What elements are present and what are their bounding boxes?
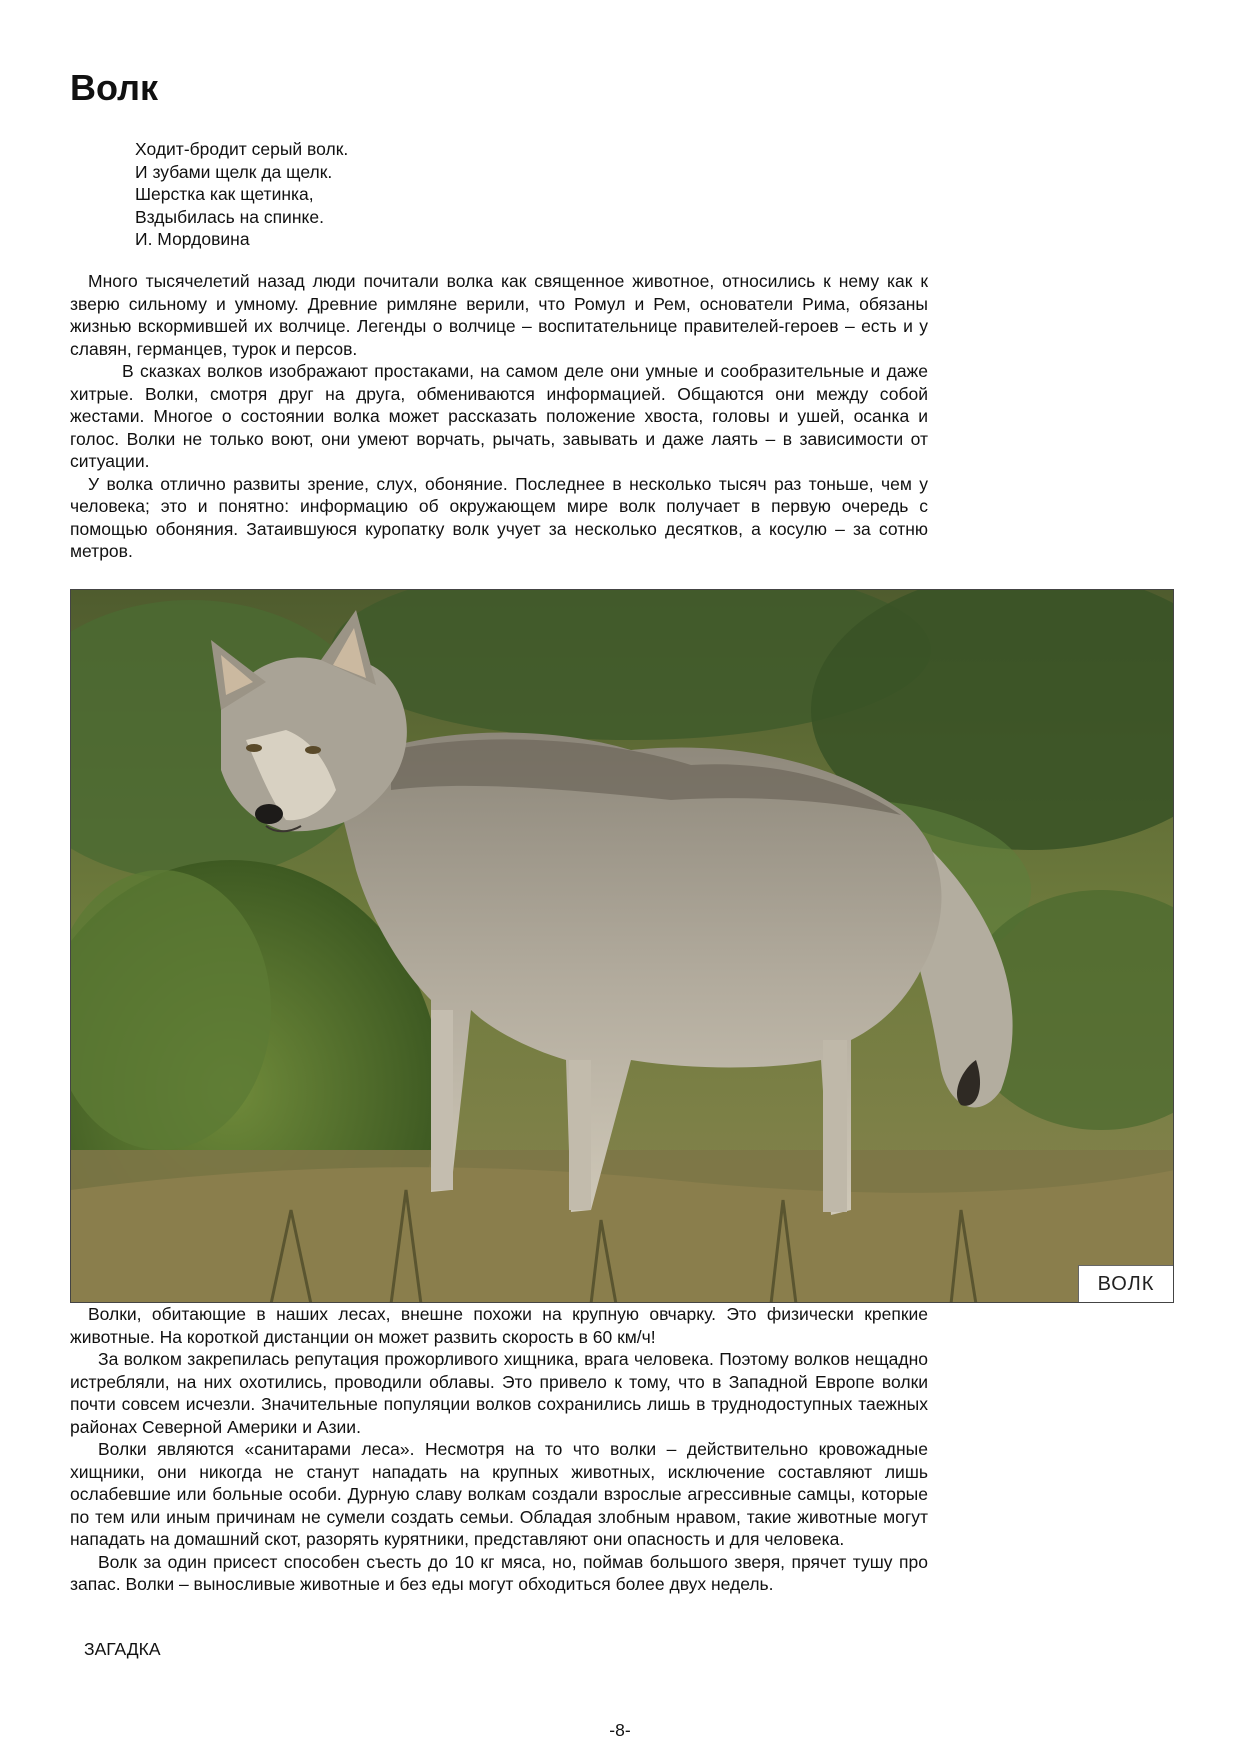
paragraph: Волки являются «санитарами леса». Несмотря на то что волки – действительно кровожадные хищники, они никогда не станут нападать на крупных животных, исключение составляют лишь ослабевшие или больные особи. Дурную славу волкам создали взрослые агрессивные самцы, которые по тем или иным причинам не сумели создать семьи. Обладая злобным нравом, такие животные могут нападать на домашний скот, разорять курятники, представляют они опасность и для человека. [70, 1439, 928, 1549]
paragraph: В сказках волков изображают простаками, на самом деле они умные и сообразительные и даже хитрые. Волки, смотря друг на друга, обмениваются информацией. Общаются они между собой жестами. Многое о состоянии волка может рассказать положение хвоста, головы и ушей, осанка и голос. Волки не только воют, они умеют ворчать, рычать, завывать и даже лаять – в зависимости от ситуации. [70, 361, 928, 471]
poem-line: Шерстка как щетинка, [135, 184, 314, 204]
paragraph: За волком закрепилась репутация прожорливого хищника, врага человека. Поэтому волков нещадно истребляли, на них охотились, проводили облавы. Это привело к тому, что в Западной Европе волки почти совсем исчезли. Значительные популяции волков сохранились лишь в труднодоступных таежных районах Северной Америки и Азии. [70, 1349, 928, 1437]
paragraph: Много тысячелетий назад люди почитали волка как священное животное, относились к нему как к зверю сильному и умному. Древние римляне верили, что Ромул и Рем, основатели Рима, обязаны жизнью вскормившей их волчице. Легенды о волчице – воспитательнице правителей-героев – есть и у славян, германцев, турок и персов. [70, 271, 928, 359]
poem-author: И. Мордовина [135, 229, 250, 249]
photo-caption: ВОЛК [1078, 1265, 1173, 1302]
wolf-photo [70, 589, 1174, 1303]
epigraph-poem [135, 138, 348, 251]
intro-text [70, 270, 928, 563]
page-number: -8- [609, 1720, 631, 1740]
paragraph: У волка отлично развиты зрение, слух, обоняние. Последнее в несколько тысяч раз тоньше, чем у человека; это и понятно: информацию об окружающем мире волк получает в первую очередь с помощью обоняния. Затаившуюся куропатку волк учует за несколько десятков, а косулю – за сотню метров. [70, 473, 928, 561]
page-title: Волк [70, 67, 158, 108]
riddle-label: ЗАГАДКА [84, 1639, 161, 1659]
wolf-photo-illustration [71, 590, 1174, 1303]
paragraph: Волк за один присест способен съесть до 10 кг мяса, но, поймав большого зверя, прячет тушу про запас. Волки – выносливые животные и без еды могут обходиться более двух недель. [70, 1551, 928, 1594]
main-text [70, 1303, 928, 1596]
paragraph: Волки, обитающие в наших лесах, внешне похожи на крупную овчарку. Это физически крепкие животные. На короткой дистанции он может развить скорость в 60 км/ч! [70, 1304, 928, 1347]
poem-line: Вздыбилась на спинке. [135, 206, 324, 227]
poem-line: Ходит-бродит серый волк. [135, 139, 349, 159]
poem-line: И зубами щелк да щелк. [135, 161, 333, 182]
